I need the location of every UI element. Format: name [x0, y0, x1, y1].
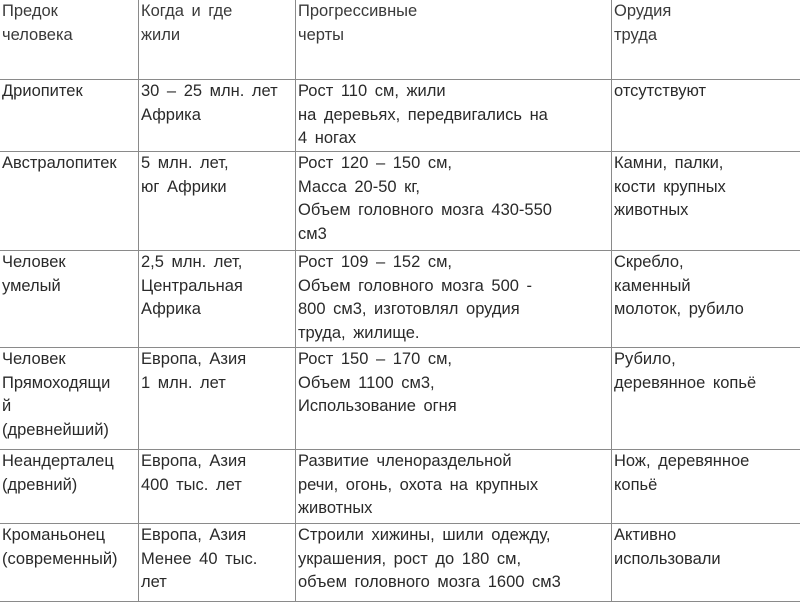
- traits-cell: Рост 120 – 150 см, Масса 20-50 кг, Объем головного мозга 430-550 см3: [296, 152, 612, 251]
- tools-cell: Нож, деревянное копьё: [612, 450, 800, 524]
- when-where-cell: 30 – 25 млн. лет Африка: [139, 80, 296, 152]
- tools-cell: Скребло, каменный молоток, рубило: [612, 251, 800, 348]
- traits-cell: Строили хижины, шили одежду, украшения, рост до 180 см, объем головного мозга 1600 см3: [296, 524, 612, 602]
- when-where-cell: Европа, Азия 400 тыс. лет: [139, 450, 296, 524]
- table-row: [0, 450, 800, 524]
- ancestor-cell: Австралопитек: [0, 152, 139, 251]
- when-where-cell: Европа, Азия 1 млн. лет: [139, 348, 296, 450]
- table-row: [0, 152, 800, 251]
- when-where-cell: Европа, Азия Менее 40 тыс. лет: [139, 524, 296, 602]
- ancestor-cell: Кроманьонец (современный): [0, 524, 139, 602]
- header-tools: Орудия труда: [612, 0, 800, 80]
- when-where-cell: 2,5 млн. лет, Центральная Африка: [139, 251, 296, 348]
- when-where-cell: 5 млн. лет, юг Африки: [139, 152, 296, 251]
- traits-cell: Рост 110 см, жили на деревьях, передвигались на 4 ногах: [296, 80, 612, 152]
- ancestor-cell: Неандерталец (древний): [0, 450, 139, 524]
- tools-cell: отсутствуют: [612, 80, 800, 152]
- traits-cell: Рост 109 – 152 см, Объем головного мозга 500 - 800 см3, изготовлял орудия труда, жилище.: [296, 251, 612, 348]
- traits-cell: Развитие членораздельной речи, огонь, охота на крупных животных: [296, 450, 612, 524]
- header-traits: Прогрессивные черты: [296, 0, 612, 80]
- ancestor-cell: Дриопитек: [0, 80, 139, 152]
- tools-cell: Активно использовали: [612, 524, 800, 602]
- table-row: [0, 80, 800, 152]
- ancestor-cell: Человек Прямоходящи й (древнейший): [0, 348, 139, 450]
- tools-cell: Камни, палки, кости крупных животных: [612, 152, 800, 251]
- tools-cell: Рубило, деревянное копьё: [612, 348, 800, 450]
- table-row: [0, 524, 800, 602]
- header-row: [0, 0, 800, 80]
- table-row: [0, 251, 800, 348]
- ancestor-cell: Человек умелый: [0, 251, 139, 348]
- table-row: [0, 348, 800, 450]
- header-ancestor: Предок человека: [0, 0, 139, 80]
- header-when-where: Когда и где жили: [139, 0, 296, 80]
- traits-cell: Рост 150 – 170 см, Объем 1100 см3, Использование огня: [296, 348, 612, 450]
